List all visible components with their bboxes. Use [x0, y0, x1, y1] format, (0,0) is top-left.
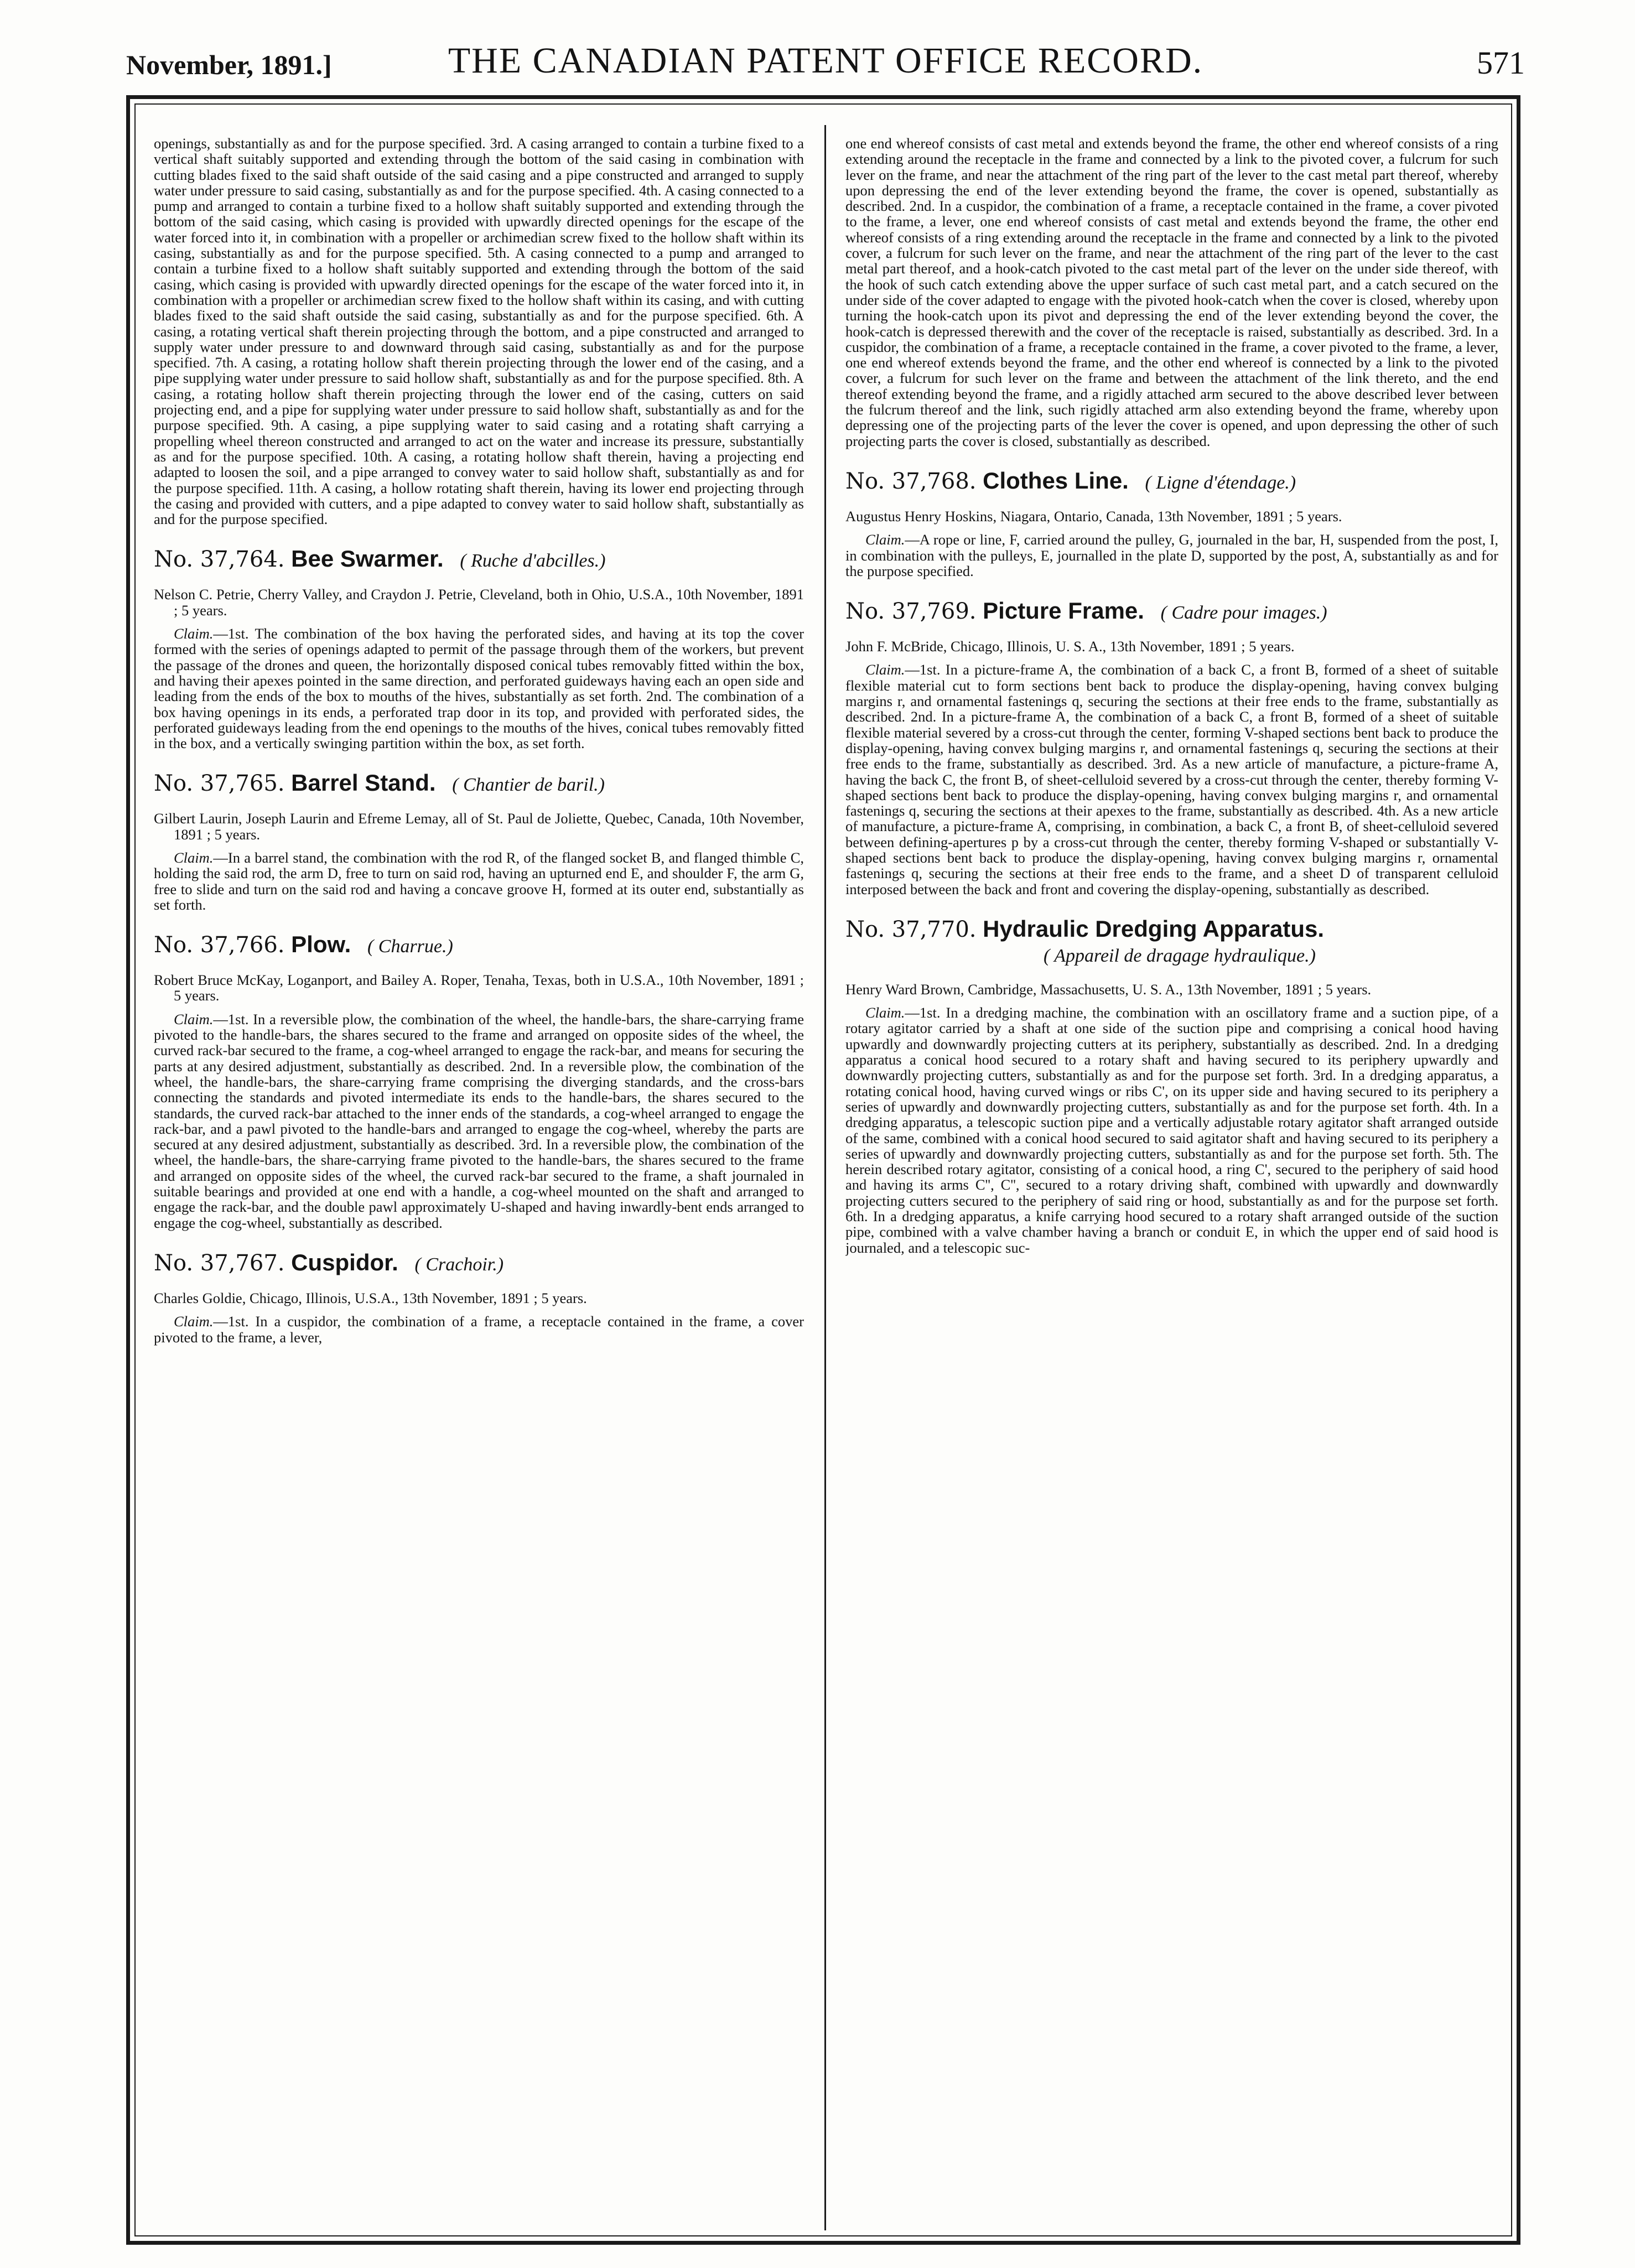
claim-text — [154, 850, 804, 912]
continued-claims: openings, substantially as and for the purpose specified. 3rd. A casing arranged to contain a turbine fixed to a vertical shaft suitably supported and extending through the bottom of the said casing in combination with cutting blades fixed to the said shaft outside of the said casing and a pipe constructed and arranged to supply water under pressure to said casing, substantially as and for the purpose specified. 4th. A casing connected to a pump and arranged to contain a turbine fixed to a hollow shaft suitably supported and extending through the bottom of the said casing, which casing is provided with upwardly directed openings for the escape of the water forced into it, in combination with a propeller or archimedian screw fixed to the hollow shaft within its casing, substantially as and for the purpose specified. 5th. A casing connected to a pump and arranged to contain a turbine fixed to a hollow shaft suitably supported and extending through the bottom of the said casing, which casing is provided with upwardly directed openings for the escape of the water forced into it, in combination with a propeller or archimedian screw fixed to the hollow shaft within its casing, and with cutting blades fixed to the said shaft outside the said casing, substantially as and for the purpose specified. 6th. A casing, a rotating vertical shaft therein projecting through the bottom, and a pipe constructed and arranged to supply water under pressure to and downward through said casing, substantially as and for the purpose specified. 7th. A casing, a rotating hollow shaft therein projecting through the lower end of the casing, and a pipe supplying water under pressure to said hollow shaft, substantially as and for the purpose specified. 8th. A casing, a rotating hollow shaft therein projecting through the lower end of the casing, cutters on said projecting end, and a pipe for supplying water under pressure to said hollow shaft, substantially as and for the purpose specified. 9th. A casing, a pipe supplying water to said casing and a rotating shaft carrying a propelling wheel thereon constructed and arranged to act on the water and increase its pressure, substantially as and for the purpose specified. 10th. A casing, a rotating hollow shaft therein, having a projecting end adapted to loosen the soil, and a pipe arranged to convey water to said hollow shaft, substantially as and for the purpose specified. 11th. A casing, a hollow rotating shaft therein, having its lower end projecting through the casing and provided with cutters, and a pipe adapted to convey water to said hollow shaft, substantially as and for the purpose specified. — [154, 136, 804, 528]
journal-title: THE CANADIAN PATENT OFFICE RECORD. — [448, 40, 1203, 81]
continued-claims: one end whereof consists of cast metal and extends beyond the frame, the other end whereof consists of a ring extending around the receptacle in the frame and connected by a link to the pivoted cover, a fulcrum for such lever on the frame, and near the attachment of the ring part of the lever to the cast metal part thereof, whereby upon depressing the end of the lever extending beyond the frame, the cover is opened, substantially as described. 2nd. In a cuspidor, the combination of a frame, a receptacle contained in the frame, a cover pivoted to the frame, a lever, one end whereof consists of cast metal and extends beyond the frame, the other end whereof consists of a ring extending around the receptacle in the frame and connected by a link to the pivoted cover, a fulcrum for such lever on the frame, and near the attachment of the ring part of the lever to the cast metal part thereof, and a hook-catch pivoted to the cast metal part of the lever on the under side thereof, with the hook of such catch extending above the upper surface of such cast metal part, and a catch secured on the under side of the cover adapted to engage with the pivoted hook-catch when the cover is closed, whereby upon turning the hook-catch upon its pivot and depressing the end of the lever extending beyond the cover, the hook-catch is depressed therewith and the cover of the receptacle is raised, substantially as described. 3rd. In a cuspidor, the combination of a frame, a receptacle contained in the frame, a cover pivoted to the frame, a lever, one end whereof extends beyond the frame, and the other end whereof is connected by a link to the pivoted cover, a fulcrum for such lever on the frame and between the attachment of the link thereto, and the end thereof extending beyond the frame, and a rigidly attached arm secured to the above described lever between the fulcrum thereof and the link, such rigidly attached arm also extending beyond the frame, whereby upon depressing one of the projecting parts of the lever the cover is opened, and upon depressing the other of such projecting parts the cover is closed, substantially as described. — [845, 136, 1498, 449]
claim-text — [845, 532, 1498, 579]
entry-heading — [154, 770, 804, 798]
french-title: ( Chantier de baril.) — [452, 775, 605, 796]
page-number: 571 — [1477, 45, 1525, 81]
claim-body: —1st. In a picture-frame A, the combination of a back C, a front B, formed of a sheet of suitable flexible material cut to form sections bent back to produce the display-opening, having convex bulging margins r, and ornamental fastenings q, securing the sections at their free ends to the frame, substantially as described. 2nd. In a picture-frame A, the combination of a back C, a front B, formed of a sheet of suitable flexible material severed by a cross-cut through the center, forming V-shaped sections bent back to produce the display-opening, having convex bulging margins r, and ornamental fastenings q, securing the sections at their free ends to the frame, substantially as described. 3rd. As a new article of manufacture, a picture-frame A, having the back C, the front B, of sheet-celluloid severed by a cross-cut through the center, thereby forming V-shaped sections bent back to produce the display-opening, having convex bulging margins r, and ornamental fastenings q, securing the sections at their apexes to the frame, substantially as described. 4th. As a new article of manufacture, a picture-frame A, comprising, in combination, a back C, a front B, of sheet-celluloid severed between defining-apertures p by a cross-cut through the center, thereby forming V-shaped or substantially V-shaped sections bent back to produce the display-opening, having convex bulging margins r, ornamental fastenings q, securing the sections at their free ends to the frame, and a sheet D of transparent celluloid interposed between the back and front and covering the display-opening, substantially as described. — [845, 661, 1498, 897]
claim-text — [154, 626, 804, 751]
patent-entry-37770 — [845, 916, 1498, 1255]
claim-text — [845, 1005, 1498, 1255]
inventor-line: Gilbert Laurin, Joseph Laurin and Efreme Lemay, all of St. Paul de Joliette, Quebec, Canada, 10th November, 1891 ; 5 years. — [154, 810, 804, 843]
claim-body: —1st. The combination of the box having the perforated sides, and having at its top the cover formed with the series of openings adapted to permit of the passage through them of the workers, but prevent the passage of the drones and queen, the horizontally disposed conical tubes removably fitted within the box, and having their apexes pointed in the same direction, and perforated guideways having each an open side and leading from the ends of the box to mouths of the hives, substantially as set forth. 2nd. The combination of a box having openings in its ends, a perforated trap door in its top, and provided with perforated sides, the perforated guideways leading from the end openings to the mouths of the hives, conical tubes removably fitted in the box, and a vertically swinging partition within the box, as set forth. — [154, 625, 804, 752]
left-column — [154, 136, 804, 2233]
column-divider — [824, 125, 826, 2230]
claim-label: Claim. — [865, 661, 905, 678]
page-header — [126, 33, 1525, 94]
patent-entry-37769 — [845, 598, 1498, 897]
claim-text — [154, 1314, 804, 1345]
inventor-line: Charles Goldie, Chicago, Illinois, U.S.A., 13th November, 1891 ; 5 years. — [154, 1289, 587, 1306]
entry-heading — [154, 546, 804, 574]
patent-entry-37768 — [845, 468, 1498, 579]
french-title: ( Appareil de dragage hydraulique.) — [1044, 945, 1316, 966]
patent-number: No. 37,765. — [154, 771, 285, 797]
header-date: November, 1891.] — [126, 49, 332, 80]
patent-number: No. 37,766. — [154, 932, 285, 958]
claim-body: —In a barrel stand, the combination with the rod R, of the flanged socket B, and flanged thimble C, holding the said rod, the arm D, free to turn on said rod, having an upturned end E, and shoulder F, the arm G, free to slide and turn on the said rod and having a concave groove H, formed at its outer end, substantially as set forth. — [154, 849, 804, 913]
patent-number: No. 37,769. — [845, 599, 977, 625]
claim-label: Claim. — [174, 849, 214, 866]
patent-number: No. 37,767. — [154, 1250, 285, 1276]
inventor-line: Nelson C. Petrie, Cherry Valley, and Craydon J. Petrie, Cleveland, both in Ohio, U.S.A., 10th November, 1891 ; 5 years. — [154, 586, 804, 619]
french-title: ( Cadre pour images.) — [1160, 603, 1327, 624]
french-title: ( Crachoir.) — [414, 1254, 504, 1275]
patent-entry-37767 — [154, 1249, 804, 1345]
claim-label: Claim. — [174, 1010, 214, 1027]
entry-heading — [154, 931, 804, 960]
french-title: ( Ligne d'étendage.) — [1145, 472, 1296, 493]
patent-title: Plow. — [291, 931, 351, 958]
patent-title: Picture Frame. — [983, 598, 1144, 624]
entry-heading — [845, 598, 1498, 626]
claim-label: Claim. — [174, 625, 214, 642]
french-title: ( Charrue.) — [367, 936, 453, 957]
patent-entry-37765 — [154, 770, 804, 912]
claim-label: Claim. — [865, 1004, 905, 1021]
patent-number: No. 37,764. — [154, 547, 285, 573]
patent-title: Cuspidor. — [291, 1249, 398, 1275]
patent-title: Hydraulic Dredging Apparatus. — [983, 915, 1325, 942]
inventor-line: Henry Ward Brown, Cambridge, Massachusetts, U. S. A., 13th November, 1891 ; 5 years. — [845, 980, 1372, 998]
claim-body: —A rope or line, F, carried around the pulley, G, journaled in the bar, H, suspended from the post, I, in combination with the pulleys, E, journalled in the plate D, supported by the post, A, substantially as and for the purpose specified. — [845, 531, 1498, 579]
patent-entry-37766 — [154, 931, 804, 1231]
entry-heading — [845, 916, 1498, 969]
claim-label: Claim. — [865, 531, 905, 548]
inventor-line: John F. McBride, Chicago, Illinois, U. S. A., 13th November, 1891 ; 5 years. — [845, 638, 1295, 655]
claim-text — [154, 1011, 804, 1231]
claim-body: —1st. In a dredging machine, the combination with an oscillatory frame and a suction pipe, of a rotary agitator carried by a shaft at one side of the suction pipe and comprising a conical hood having upwardly and downwardly projecting cutters at its periphery, substantially as described. 2nd. In a dredging apparatus a conical hood secured to a rotary shaft and having secured to its periphery upwardly and downwardly projecting cutters, substantially as and for the purpose set forth. 3rd. In a dredging apparatus, a rotating conical hood, having curved wings or ribs C', on its upper side and having secured to its periphery a series of upwardly and downwardly projecting cutters, substantially as and for the purpose set forth. 4th. In a dredging apparatus, a telescopic suction pipe and a vertically adjustable rotary agitator shaft arranged outside of the same, combined with a conical hood secured to said agitator shaft and having secured to its periphery a series of upwardly and downwardly projecting cutters, substantially as and for the purpose set forth. 5th. The herein described rotary agitator, consisting of a conical hood, a ring C', secured to the periphery of said hood and having its arms C'', C'', secured to a rotary driving shaft, combined with upwardly and downwardly projecting cutters secured to the periphery of said ring or hood, substantially as and for the purpose set forth. 6th. In a dredging apparatus, a knife carrying hood secured to a rotary shaft arranged outside of the suction pipe, combined with a valve chamber having a branch or conduit E, in which the upper end of said hood is journaled, and a telescopic suc- — [845, 1004, 1498, 1256]
claim-body: —1st. In a cuspidor, the combination of a frame, a receptacle contained in the frame, a cover pivoted to the frame, a lever, — [154, 1313, 804, 1346]
inventor-line: Augustus Henry Hoskins, Niagara, Ontario, Canada, 13th November, 1891 ; 5 years. — [845, 507, 1342, 525]
claim-label: Claim. — [174, 1313, 214, 1330]
patent-title: Clothes Line. — [983, 467, 1129, 494]
patent-title: Bee Swarmer. — [291, 546, 444, 572]
patent-number: No. 37,768. — [845, 468, 977, 494]
claim-body: —1st. In a reversible plow, the combination of the wheel, the handle-bars, the share-carrying frame pivoted to the handle-bars, the shares secured to the frame and arranged on opposite sides of the wheel, the curved rack-bar secured to the frame, a cog-wheel arranged to engage the rack-bar, and means for securing the parts at any desired adjustment, substantially as described. 2nd. In a reversible plow, the combination of the wheel, the handle-bars, the share-carrying frame comprising the diverging standards, and the cross-bars connecting the standards and pivoted intermediate its ends to the handle-bars, the shares secured to the standards, the curved rack-bar attached to the inner ends of the standards, a cog-wheel arranged to engage the rack-bar, and a pawl pivoted to the handle-bars and arranged to engage the cog-wheel, whereby the parts are secured at any desired adjustment, substantially as described. 3rd. In a reversible plow, the combination of the wheel, the handle-bars, the share-carrying frame pivoted to the handle-bars, the shares secured to the frame and arranged on opposite sides of the wheel, the curved rack-bar secured to the frame, a shaft journaled in suitable bearings and provided at one end with a handle, a cog-wheel mounted on the shaft and arranged to engage the rack-bar, and the double pawl approximately U-shaped and having inwardly-bent ends arranged to engage the cog-wheel, substantially as described. — [154, 1010, 804, 1231]
claim-text — [845, 662, 1498, 896]
entry-heading — [154, 1249, 804, 1278]
entry-heading — [845, 468, 1498, 496]
french-title: ( Ruche d'abcilles.) — [460, 551, 606, 572]
patent-title: Barrel Stand. — [291, 770, 436, 796]
patent-entry-37764 — [154, 546, 804, 751]
patent-number: No. 37,770. — [845, 916, 977, 942]
right-column — [845, 136, 1498, 2233]
inventor-line: Robert Bruce McKay, Loganport, and Bailey A. Roper, Tenaha, Texas, both in U.S.A., 10th November, 1891 ; 5 years. — [154, 972, 804, 1004]
